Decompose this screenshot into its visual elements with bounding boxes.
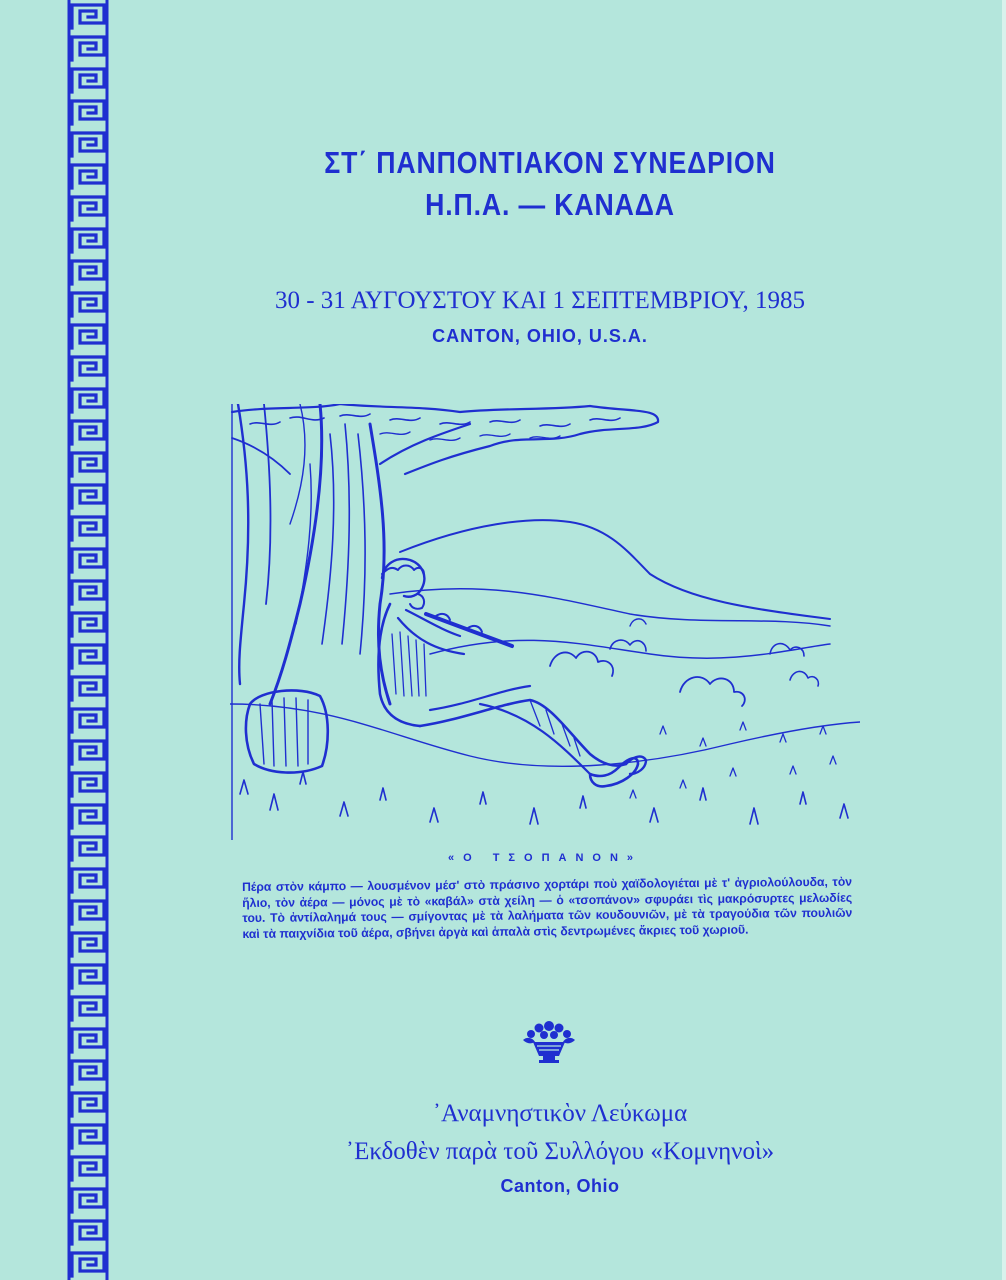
album-place: Canton, Ohio	[500, 1176, 620, 1196]
illustration-caption: «Ο ΤΣΟΠΑΝΟΝ»	[447, 852, 643, 864]
album-title: ᾿Αναμνηστικὸν Λεύκωμα	[432, 1100, 688, 1127]
title-line-1: ΣΤ΄ ΠΑΝΠΟΝΤΙΑΚΟΝ ΣΥΝΕΔΡΙΟΝ	[324, 145, 776, 180]
conference-title	[150, 142, 950, 226]
illustration-description: Πέρα στὸν κάμπο — λουσμένον μέσ' στὸ πράσινο χορτάρι ποὺ χαϊδολογιέται μὲ τ' ἀγριολούλουδα, τὸν ἥλιο, τὸν ἀέρα — μόνος μὲ τὸ «καβάλ» στὰ χείλη — ὁ «τσοπάνον» σφυράει τὶς μακρόσυρτες μελωδίες του. Τὸ ἀντίλαλημά τους — σμίγοντας μὲ τὰ λαλήματα τῶν κουδουνιῶν, μὲ τὰ τραγούδια τῶν πουλιῶν καὶ τὰ παιχνίδια τοῦ ἀέρα, σβήνει ἀργὰ καὶ ἁπαλὰ στὶς δεντρωμένες ἄκριες τοῦ χωριοῦ.	[242, 874, 853, 941]
greek-key-border	[66, 0, 110, 1280]
scan-edge	[1002, 0, 1006, 1280]
conference-location: CANTON, OHIO, U.S.A.	[432, 326, 648, 346]
conference-dates: 30 - 31 ΑΥΓΟΥΣΤΟΥ ΚΑΙ 1 ΣΕΠΤΕΜΒΡΙΟΥ, 1985	[274, 287, 806, 314]
title-line-2: Η.Π.Α. — ΚΑΝΑΔΑ	[425, 187, 675, 222]
shepherd-illustration	[230, 404, 860, 840]
flower-basket-ornament-icon	[519, 1018, 579, 1064]
album-publisher: ᾿Εκδοθὲν παρὰ τοῦ Συλλόγου «Κομνηνοὶ»	[345, 1138, 775, 1165]
